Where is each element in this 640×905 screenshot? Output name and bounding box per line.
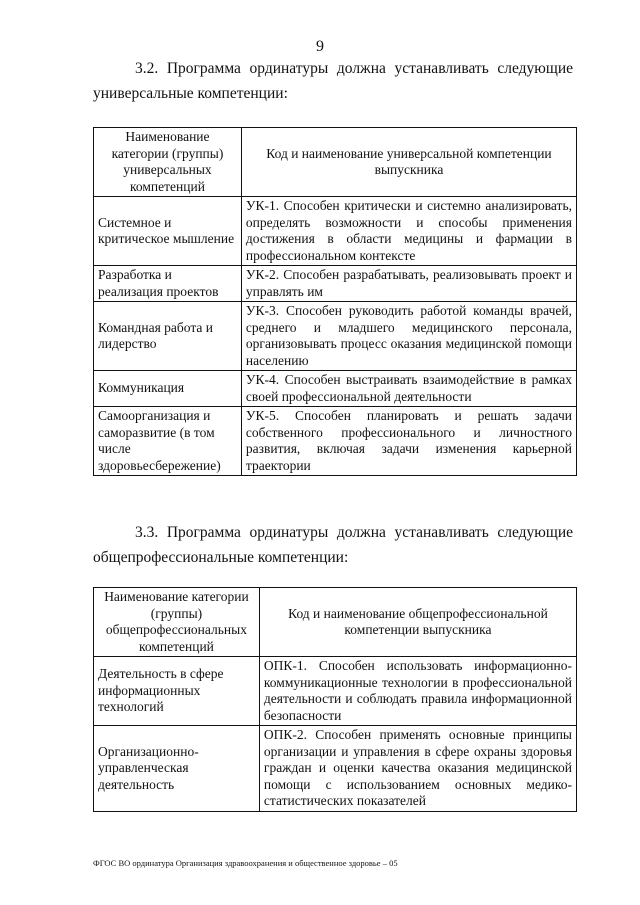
universal-competences-table <box>93 127 577 476</box>
section-3-2-text: 3.2. Программа ординатуры должна устанавливать следующие универсальные компетенции: <box>93 60 573 102</box>
table-row <box>94 726 577 812</box>
header-competence: Код и наименование общепрофессиональной компетенции выпускника <box>259 588 576 657</box>
general-professional-competences-table <box>93 587 577 812</box>
header-competence: Код и наименование универсальной компетенции выпускника <box>241 128 576 197</box>
table-header-row <box>94 128 577 197</box>
competence-cell: УК-2. Способен разрабатывать, реализовывать проект и управлять им <box>241 266 576 302</box>
category-cell: Командная работа и лидерство <box>94 302 242 371</box>
section-3-3-text: 3.3. Программа ординатуры должна устанавливать следующие общепрофессиональные компетенции: <box>93 524 573 566</box>
category-cell: Самоорганизация и саморазвитие (в том числе здоровьесбережение) <box>94 407 242 476</box>
table-row <box>94 657 577 726</box>
document-footer: ФГОС ВО ординатура Организация здравоохранения и общественное здоровье – 05 <box>93 858 398 868</box>
header-category: Наименование категории (группы) универсальных компетенций <box>94 128 242 197</box>
competence-cell: УК-5. Способен планировать и решать задачи собственного профессионального и личностного развития, включая задачи изменения карьерной траектории <box>241 407 576 476</box>
table-row <box>94 407 577 476</box>
category-cell: Системное и критическое мышление <box>94 197 242 266</box>
competence-cell: УК-4. Способен выстраивать взаимодействие в рамках своей профессиональной деятельности <box>241 371 576 407</box>
table-row <box>94 266 577 302</box>
table-row <box>94 197 577 266</box>
competence-cell: ОПК-1. Способен использовать информационно-коммуникационные технологии в профессиональной деятельности и соблюдать правила информационной безопасности <box>259 657 576 726</box>
competence-cell: УК-3. Способен руководить работой команды врачей, среднего и младшего медицинского персонала, организовывать процесс оказания медицинской помощи населению <box>241 302 576 371</box>
category-cell: Разработка и реализация проектов <box>94 266 242 302</box>
section-3-3-paragraph <box>93 520 573 570</box>
competence-cell: ОПК-2. Способен применять основные принципы организации и управления в сфере охраны здоровья граждан и оценки качества оказания медицинской помощи с использованием основных медико-статистических показателей <box>259 726 576 812</box>
page-number: 9 <box>316 38 324 55</box>
table-row <box>94 371 577 407</box>
category-cell: Организационно-управленческая деятельность <box>94 726 260 812</box>
competence-cell: УК-1. Способен критически и системно анализировать, определять возможности и способы применения достижения в области медицины и фармации в профессиональном контексте <box>241 197 576 266</box>
category-cell: Коммуникация <box>94 371 242 407</box>
table-row <box>94 302 577 371</box>
header-category: Наименование категории (группы) общепрофессиональных компетенций <box>94 588 260 657</box>
table-header-row <box>94 588 577 657</box>
section-3-2-paragraph <box>93 56 573 106</box>
category-cell: Деятельность в сфере информационных технологий <box>94 657 260 726</box>
